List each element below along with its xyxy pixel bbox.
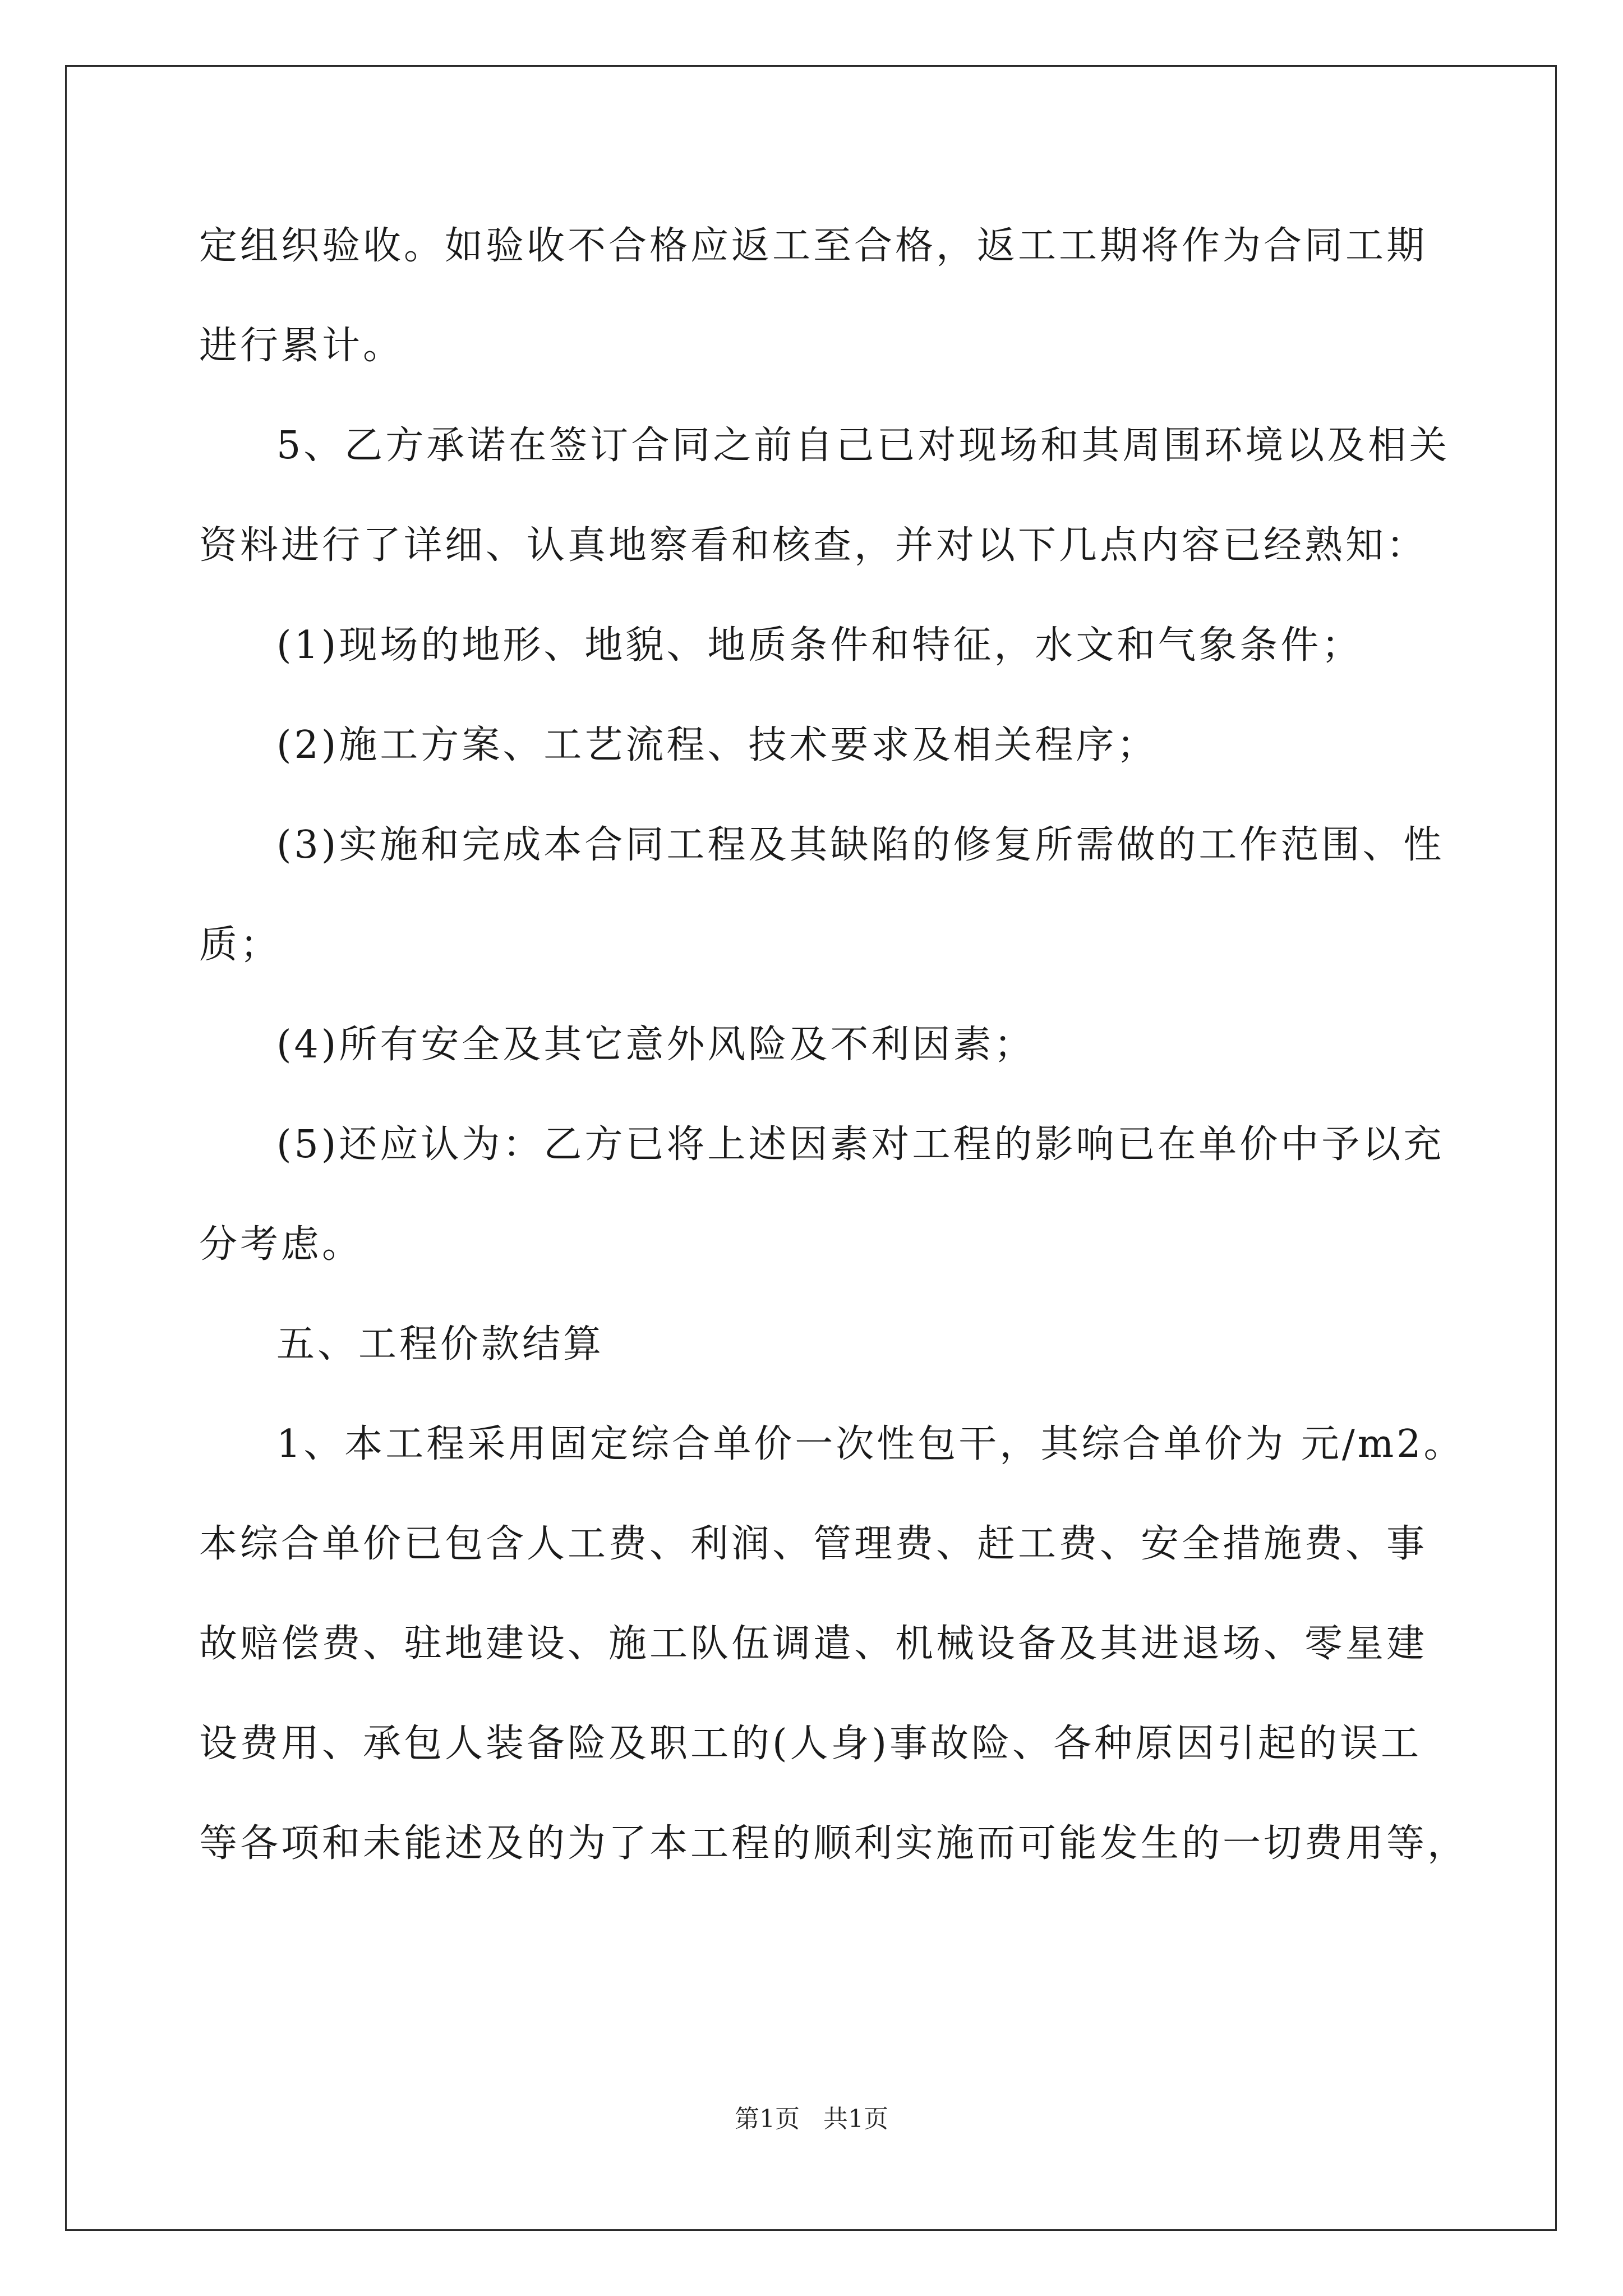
page-total: 共1页: [823, 2105, 888, 2133]
text-line: 资料进行了详细、认真地察看和核查，并对以下几点内容已经熟知：: [199, 523, 1428, 568]
text-line: (2)施工方案、工艺流程、技术要求及相关程序；: [276, 723, 1158, 767]
page-number: 第1页: [735, 2105, 800, 2133]
text-line: (4)所有安全及其它意外风险及不利因素；: [276, 1023, 1035, 1067]
text-line: 故赔偿费、驻地建设、施工队伍调遣、机械设备及其进退场、零星建: [199, 1622, 1428, 1666]
text-line: 本综合单价已包含人工费、利润、管理费、赶工费、安全措施费、事: [199, 1522, 1428, 1566]
text-line: 等各项和未能述及的为了本工程的顺利实施而可能发生的一切费用等，: [199, 1821, 1469, 1866]
text-line: (3)实施和完成本合同工程及其缺陷的修复所需做的工作范围、性: [276, 823, 1445, 867]
page-footer: [0, 2102, 1623, 2136]
text-line: 1、本工程采用固定综合单价一次性包干，其综合单价为 元/m2。: [276, 1422, 1465, 1466]
text-line: 设费用、承包人装备险及职工的(人身)事故险、各种原因引起的误工: [199, 1722, 1422, 1766]
text-line: 定组织验收。如验收不合格应返工至合格，返工工期将作为合同工期: [199, 224, 1428, 268]
text-line: (5)还应认为：乙方已将上述因素对工程的影响已在单价中予以充: [276, 1122, 1445, 1167]
document-body: [199, 196, 1469, 1894]
text-line: 5、乙方承诺在签订合同之前自己已对现场和其周围环境以及相关: [276, 424, 1450, 468]
text-line: 质；: [199, 923, 282, 967]
text-line: 分考虑。: [199, 1222, 363, 1267]
text-line: 进行累计。: [199, 324, 404, 368]
text-line: (1)现场的地形、地貌、地质条件和特征，水文和气象条件；: [276, 623, 1363, 668]
text-line: 五、工程价款结算: [276, 1322, 605, 1366]
